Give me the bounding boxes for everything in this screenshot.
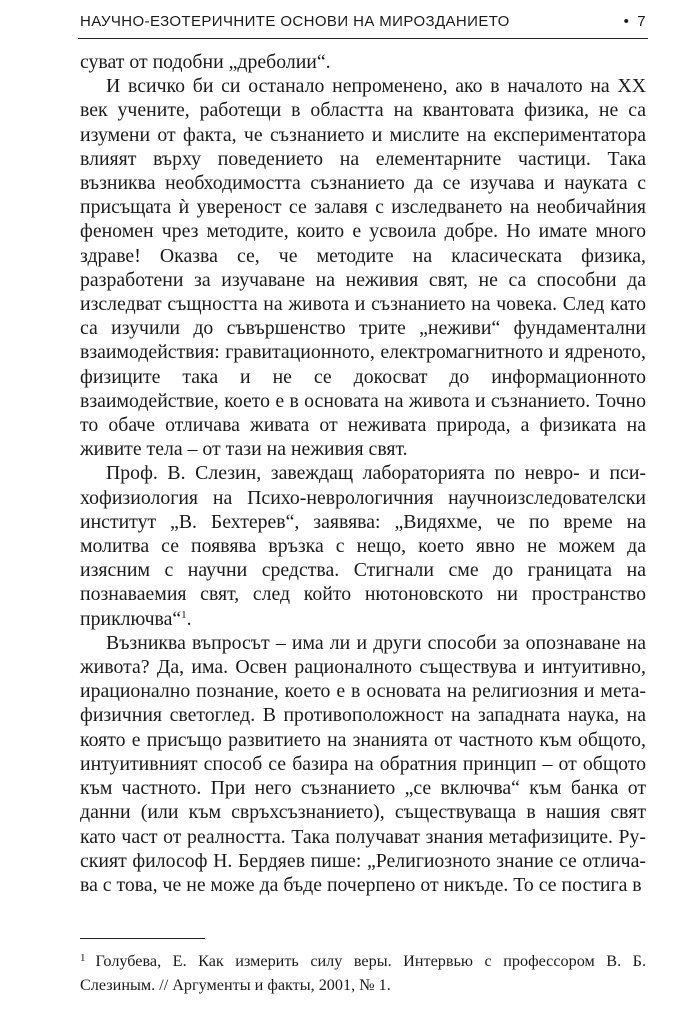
footnote-entry	[80, 946, 646, 997]
book-title: НАУЧНО-ЕЗОТЕРИЧНИТЕ ОСНОВИ НА МИРОЗДАНИЕТО	[80, 13, 510, 30]
footnote-reference[interactable]: 1	[181, 608, 187, 621]
running-header	[78, 10, 648, 39]
paragraph: Възниква въпросът – има ли и други способи за опознаване на живота? Да, има. Освен рационалното съществува и интуитивно, ирационално познание, което е в основата на религиозния и метафизичния светоглед. В противоположност на западната наука, на която е присъщо развитието на знанията от частното към общото, интуитивният способ се базира на обратния принцип – от общото към частното. При него съзнанието „се включва“ към банка от данни (или към свръхсъзнанието), съществуваща в нашия свят като част от реалността. Така получават знания метафизиците. Руският философ Н. Бердяев пише: „Религиозното знание се отличава с това, че не може да бъде почерпено от никъде. То се постига в	[80, 631, 646, 896]
paragraph-text: Проф. В. Слезин, завеждащ лабораторията по невро- и психофизиология на Психо-неврологичния научноизследователски институт „В. Бехтерев“, заявява: „Видяхме, че по време на молитва се появява връзка с нещо, което явно не можем да изясним с научни средства. Стигнали сме до границата на познаваемия свят, след който нютоновското ни пространство приключва“	[80, 462, 646, 630]
paragraph-continued: суват от подобни „дреболии“.	[80, 51, 331, 73]
paragraph-end: .	[186, 607, 192, 630]
footnote-text: Голубева, Е. Как измерить силу веры. Интервью с профессором В. Б. Слезиным. // Аргументы и факты, 2001, № 1.	[80, 952, 646, 994]
page-number: 7	[637, 13, 646, 30]
body-text	[80, 50, 646, 897]
footnote-divider	[80, 938, 205, 939]
footnote-mark: 1	[80, 952, 86, 964]
footnote	[80, 946, 646, 997]
paragraph-quote	[80, 461, 646, 630]
paragraph: И всичко би си останало непроменено, ако в началото на XX век учените, работещи в областта на квантовата физика, не са изумени от факта, че съзнанието и мислите на експериментатора влияят върху поведението на елементарните частици. Така възниква необходимостта съзнанието да се изучава и науката с присъщата ѝ увереност се залавя с изследването на необичайния феномен чрез методите, които е усвоила добре. Но имате много здраве! Оказва се, че методите на класическата физика, разработени за изучаване на неживия свят, не са способни да изследват същността на живота и съзнанието на човека. След като са изучили до съвършенство трите „неживи“ фундаментални взаимодействия: гравитационното, електромагнитното и ядреното, физиците така и не се докосват до информационното взаимодействие, което е в основата на живота и съзнанието. Точно то обаче отличава живата от неживата природа, а физиката на живите тела – от тази на неживия свят.	[80, 75, 646, 461]
page-marker: •	[623, 13, 630, 30]
page-number-group	[624, 10, 646, 34]
